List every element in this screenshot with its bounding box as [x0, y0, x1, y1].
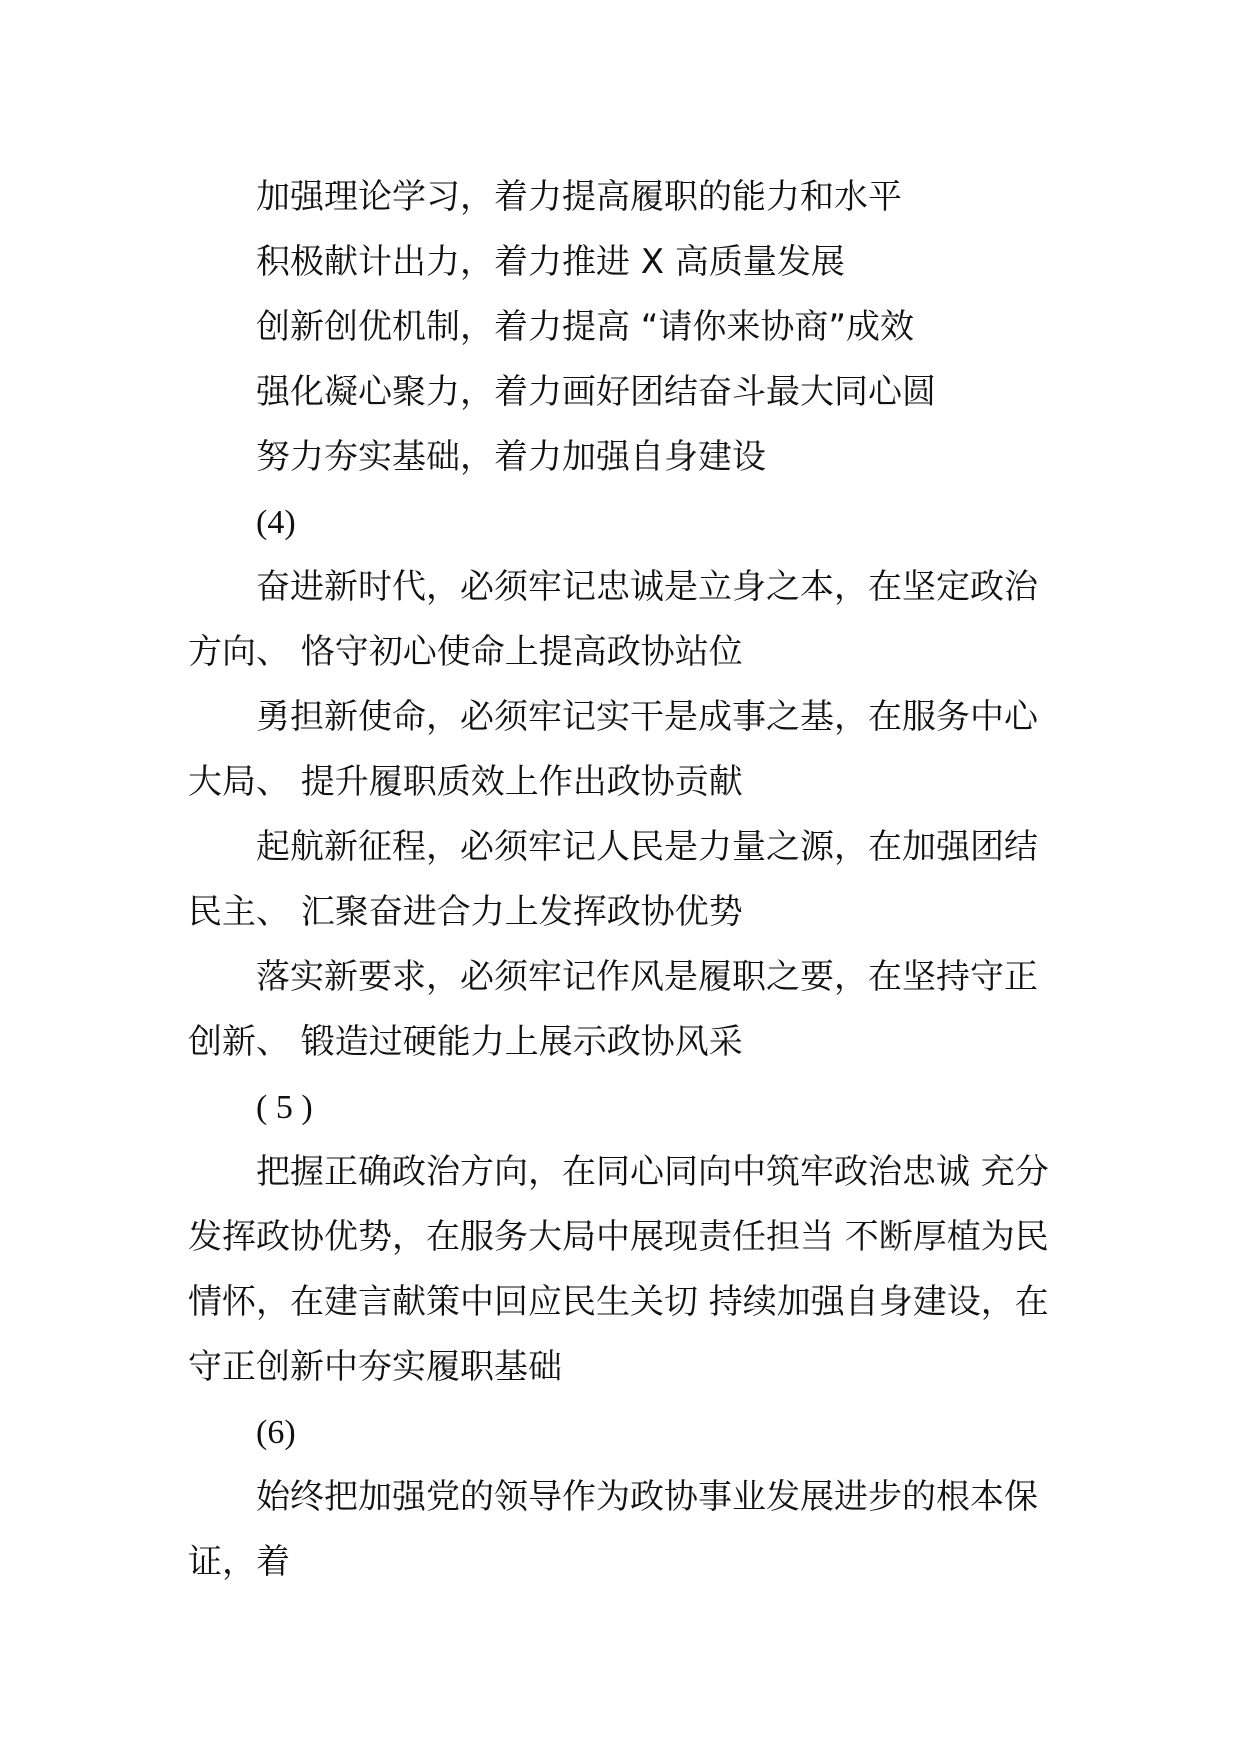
- paragraph-new-mission: 勇担新使命，必须牢记实干是成事之基，在服务中心大局、 提升履职质效上作出政协贡献: [188, 697, 1038, 802]
- paragraph-political-direction: 把握正确政治方向，在同心同向中筑牢政治忠诚 充分发挥政协优势，在服务大局中展现责任担当 不断厚植为民情怀，在建言献策中回应民生关切 持续加强自身建设，在守正创新中夯实履职基础: [188, 1152, 1049, 1387]
- paragraph-unity: 强化凝心聚力，着力画好团结奋斗最大同心圆: [256, 372, 936, 412]
- paragraph-new-journey: 起航新征程，必须牢记人民是力量之源，在加强团结民主、 汇聚奋进合力上发挥政协优势: [188, 827, 1038, 932]
- paragraph-contribute: 积极献计出力，着力推进 X 高质量发展: [256, 242, 845, 282]
- paragraph-new-era: 奋进新时代，必须牢记忠诚是立身之本，在坚定政治方向、 恪守初心使命上提高政协站位: [188, 567, 1038, 672]
- document-body: [188, 165, 1058, 1595]
- paragraph-theory-study: 加强理论学习，着力提高履职的能力和水平: [256, 177, 902, 217]
- section-number-5: ( 5 ): [256, 1089, 313, 1126]
- paragraph-party-leadership: 始终把加强党的领导作为政协事业发展进步的根本保证，着: [188, 1477, 1038, 1582]
- paragraph-new-requirements: 落实新要求，必须牢记作风是履职之要，在坚持守正创新、 锻造过硬能力上展示政协风采: [188, 957, 1038, 1062]
- paragraph-foundation: 努力夯实基础，着力加强自身建设: [256, 437, 766, 477]
- section-number-4: (4): [256, 504, 296, 541]
- paragraph-innovate-mechanism: 创新创优机制，着力提高 “请你来协商”成效: [256, 307, 915, 347]
- section-number-6: (6): [256, 1414, 296, 1451]
